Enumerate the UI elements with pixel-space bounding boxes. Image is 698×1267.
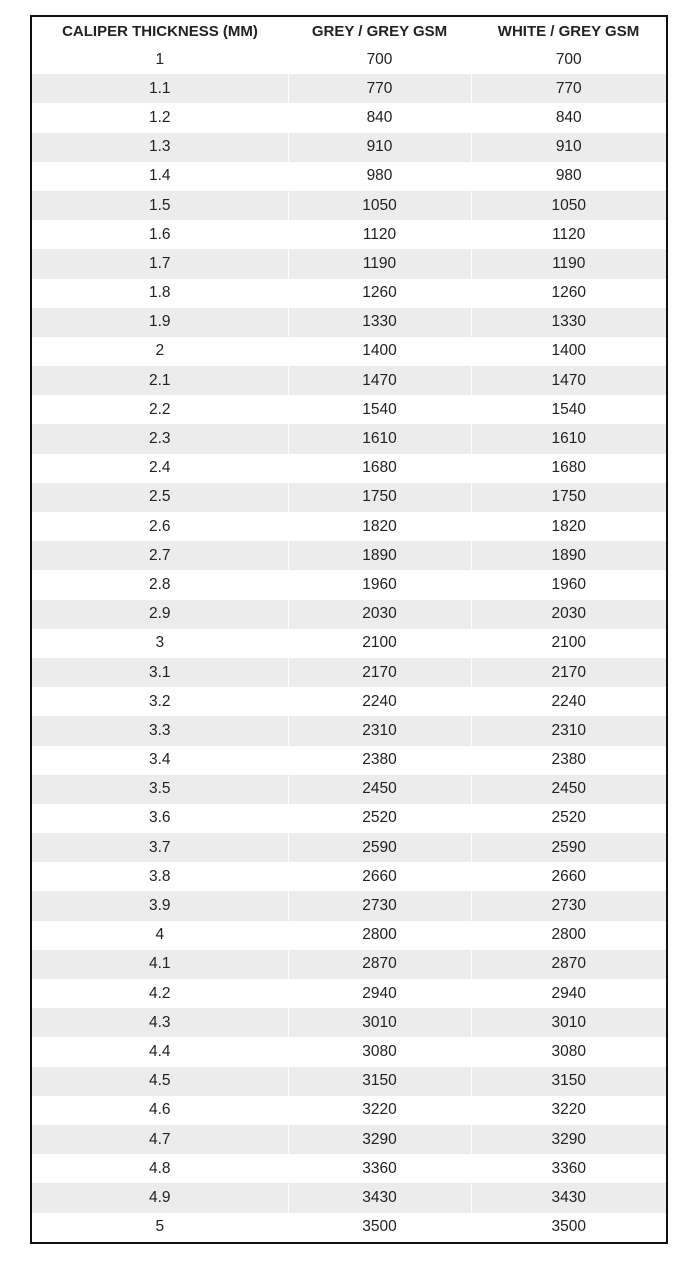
grey-grey-gsm-cell: 1960	[288, 570, 471, 599]
grey-grey-gsm-cell: 3430	[288, 1183, 471, 1212]
table-row	[32, 950, 666, 979]
caliper-thickness-cell: 1.8	[32, 279, 288, 308]
header-caliper-thickness: CALIPER THICKNESS (MM)	[32, 17, 288, 45]
caliper-thickness-cell: 3.9	[32, 891, 288, 920]
white-grey-gsm-cell: 1260	[471, 279, 666, 308]
grey-grey-gsm-cell: 700	[288, 45, 471, 74]
grey-grey-gsm-cell: 1470	[288, 366, 471, 395]
grey-grey-gsm-cell: 2100	[288, 629, 471, 658]
white-grey-gsm-cell: 1540	[471, 395, 666, 424]
table-row	[32, 921, 666, 950]
caliper-thickness-cell: 1.6	[32, 220, 288, 249]
grey-grey-gsm-cell: 2800	[288, 921, 471, 950]
table-row	[32, 862, 666, 891]
table-body	[32, 45, 666, 1242]
grey-grey-gsm-cell: 3360	[288, 1154, 471, 1183]
white-grey-gsm-cell: 2170	[471, 658, 666, 687]
white-grey-gsm-cell: 3010	[471, 1008, 666, 1037]
caliper-thickness-cell: 3.7	[32, 833, 288, 862]
grey-grey-gsm-cell: 1050	[288, 191, 471, 220]
table-row	[32, 133, 666, 162]
grey-grey-gsm-cell: 3010	[288, 1008, 471, 1037]
table-row	[32, 775, 666, 804]
white-grey-gsm-cell: 3290	[471, 1125, 666, 1154]
white-grey-gsm-cell: 770	[471, 74, 666, 103]
caliper-thickness-cell: 3.5	[32, 775, 288, 804]
caliper-thickness-cell: 4	[32, 921, 288, 950]
caliper-thickness-cell: 3.8	[32, 862, 288, 891]
grey-grey-gsm-cell: 1540	[288, 395, 471, 424]
grey-grey-gsm-cell: 3150	[288, 1067, 471, 1096]
grey-grey-gsm-cell: 1400	[288, 337, 471, 366]
table-row	[32, 279, 666, 308]
grey-grey-gsm-cell: 1330	[288, 308, 471, 337]
white-grey-gsm-cell: 3220	[471, 1096, 666, 1125]
table-row	[32, 1008, 666, 1037]
table-row	[32, 541, 666, 570]
white-grey-gsm-cell: 2100	[471, 629, 666, 658]
table-row	[32, 483, 666, 512]
table-row	[32, 103, 666, 132]
white-grey-gsm-cell: 2310	[471, 716, 666, 745]
white-grey-gsm-cell: 1610	[471, 424, 666, 453]
grey-grey-gsm-cell: 1680	[288, 454, 471, 483]
white-grey-gsm-cell: 1120	[471, 220, 666, 249]
table-row	[32, 1096, 666, 1125]
white-grey-gsm-cell: 2940	[471, 979, 666, 1008]
white-grey-gsm-cell: 1330	[471, 308, 666, 337]
caliper-thickness-cell: 3.6	[32, 804, 288, 833]
white-grey-gsm-cell: 2030	[471, 600, 666, 629]
caliper-thickness-cell: 4.5	[32, 1067, 288, 1096]
caliper-thickness-cell: 2.3	[32, 424, 288, 453]
table-row	[32, 366, 666, 395]
caliper-thickness-cell: 5	[32, 1213, 288, 1242]
white-grey-gsm-cell: 980	[471, 162, 666, 191]
caliper-thickness-cell: 1.9	[32, 308, 288, 337]
white-grey-gsm-cell: 1050	[471, 191, 666, 220]
white-grey-gsm-cell: 3150	[471, 1067, 666, 1096]
table-row	[32, 454, 666, 483]
white-grey-gsm-cell: 1680	[471, 454, 666, 483]
grey-grey-gsm-cell: 2240	[288, 687, 471, 716]
caliper-thickness-cell: 1.1	[32, 74, 288, 103]
grey-grey-gsm-cell: 2450	[288, 775, 471, 804]
grey-grey-gsm-cell: 2520	[288, 804, 471, 833]
table-row	[32, 570, 666, 599]
table-row	[32, 249, 666, 278]
white-grey-gsm-cell: 2870	[471, 950, 666, 979]
caliper-thickness-cell: 2.5	[32, 483, 288, 512]
white-grey-gsm-cell: 2240	[471, 687, 666, 716]
table-row	[32, 716, 666, 745]
white-grey-gsm-cell: 2800	[471, 921, 666, 950]
grey-grey-gsm-cell: 1120	[288, 220, 471, 249]
table-row	[32, 746, 666, 775]
table-row	[32, 424, 666, 453]
table-row	[32, 629, 666, 658]
table-row	[32, 1067, 666, 1096]
white-grey-gsm-cell: 3360	[471, 1154, 666, 1183]
caliper-thickness-cell: 4.3	[32, 1008, 288, 1037]
grey-grey-gsm-cell: 3220	[288, 1096, 471, 1125]
caliper-thickness-cell: 1.3	[32, 133, 288, 162]
white-grey-gsm-cell: 2660	[471, 862, 666, 891]
grey-grey-gsm-cell: 2730	[288, 891, 471, 920]
table-row	[32, 395, 666, 424]
grey-grey-gsm-cell: 2590	[288, 833, 471, 862]
grey-grey-gsm-cell: 1820	[288, 512, 471, 541]
white-grey-gsm-cell: 2380	[471, 746, 666, 775]
grey-grey-gsm-cell: 2870	[288, 950, 471, 979]
white-grey-gsm-cell: 3430	[471, 1183, 666, 1212]
table-row	[32, 512, 666, 541]
table-row	[32, 337, 666, 366]
table-row	[32, 308, 666, 337]
header-row	[32, 17, 666, 45]
table-row	[32, 45, 666, 74]
table-row	[32, 804, 666, 833]
caliper-thickness-cell: 1.4	[32, 162, 288, 191]
white-grey-gsm-cell: 2450	[471, 775, 666, 804]
white-grey-gsm-cell: 2590	[471, 833, 666, 862]
caliper-thickness-cell: 1.2	[32, 103, 288, 132]
caliper-thickness-cell: 3	[32, 629, 288, 658]
caliper-thickness-cell: 2.7	[32, 541, 288, 570]
caliper-thickness-cell: 4.4	[32, 1037, 288, 1066]
caliper-thickness-cell: 2.2	[32, 395, 288, 424]
table-row	[32, 658, 666, 687]
caliper-thickness-cell: 3.4	[32, 746, 288, 775]
table-row	[32, 1154, 666, 1183]
grey-grey-gsm-cell: 2940	[288, 979, 471, 1008]
grey-grey-gsm-cell: 2660	[288, 862, 471, 891]
caliper-thickness-cell: 4.1	[32, 950, 288, 979]
caliper-thickness-cell: 2.6	[32, 512, 288, 541]
white-grey-gsm-cell: 840	[471, 103, 666, 132]
white-grey-gsm-cell: 3500	[471, 1213, 666, 1242]
caliper-thickness-cell: 4.2	[32, 979, 288, 1008]
caliper-thickness-cell: 3.1	[32, 658, 288, 687]
header-white-grey-gsm: WHITE / GREY GSM	[471, 17, 666, 45]
caliper-thickness-cell: 4.7	[32, 1125, 288, 1154]
grey-grey-gsm-cell: 1890	[288, 541, 471, 570]
table-row	[32, 1213, 666, 1242]
table-row	[32, 1183, 666, 1212]
grey-grey-gsm-cell: 2310	[288, 716, 471, 745]
white-grey-gsm-cell: 910	[471, 133, 666, 162]
grey-grey-gsm-cell: 3080	[288, 1037, 471, 1066]
table-row	[32, 833, 666, 862]
caliper-thickness-cell: 4.6	[32, 1096, 288, 1125]
white-grey-gsm-cell: 700	[471, 45, 666, 74]
grey-grey-gsm-cell: 1260	[288, 279, 471, 308]
grey-grey-gsm-cell: 3290	[288, 1125, 471, 1154]
table-row	[32, 74, 666, 103]
table-row	[32, 1125, 666, 1154]
table-row	[32, 1037, 666, 1066]
caliper-thickness-cell: 2.4	[32, 454, 288, 483]
caliper-thickness-cell: 4.8	[32, 1154, 288, 1183]
header-grey-grey-gsm: GREY / GREY GSM	[288, 17, 471, 45]
white-grey-gsm-cell: 1750	[471, 483, 666, 512]
grey-grey-gsm-cell: 980	[288, 162, 471, 191]
caliper-thickness-cell: 2.9	[32, 600, 288, 629]
caliper-thickness-cell: 4.9	[32, 1183, 288, 1212]
white-grey-gsm-cell: 1470	[471, 366, 666, 395]
gsm-table-container	[30, 15, 668, 1244]
table-header	[32, 17, 666, 45]
grey-grey-gsm-cell: 910	[288, 133, 471, 162]
white-grey-gsm-cell: 1890	[471, 541, 666, 570]
white-grey-gsm-cell: 1960	[471, 570, 666, 599]
caliper-thickness-cell: 2.1	[32, 366, 288, 395]
white-grey-gsm-cell: 3080	[471, 1037, 666, 1066]
table-row	[32, 687, 666, 716]
table-row	[32, 220, 666, 249]
grey-grey-gsm-cell: 3500	[288, 1213, 471, 1242]
caliper-thickness-cell: 2	[32, 337, 288, 366]
white-grey-gsm-cell: 1190	[471, 249, 666, 278]
caliper-thickness-cell: 3.3	[32, 716, 288, 745]
white-grey-gsm-cell: 2730	[471, 891, 666, 920]
grey-grey-gsm-cell: 840	[288, 103, 471, 132]
grey-grey-gsm-cell: 2170	[288, 658, 471, 687]
grey-grey-gsm-cell: 770	[288, 74, 471, 103]
grey-grey-gsm-cell: 1610	[288, 424, 471, 453]
white-grey-gsm-cell: 1400	[471, 337, 666, 366]
table-row	[32, 979, 666, 1008]
table-row	[32, 891, 666, 920]
caliper-thickness-cell: 1.7	[32, 249, 288, 278]
white-grey-gsm-cell: 1820	[471, 512, 666, 541]
table-row	[32, 162, 666, 191]
grey-grey-gsm-cell: 1750	[288, 483, 471, 512]
caliper-thickness-cell: 1.5	[32, 191, 288, 220]
table-row	[32, 600, 666, 629]
caliper-thickness-cell: 3.2	[32, 687, 288, 716]
grey-grey-gsm-cell: 2030	[288, 600, 471, 629]
table-row	[32, 191, 666, 220]
caliper-gsm-table	[32, 17, 666, 1242]
grey-grey-gsm-cell: 1190	[288, 249, 471, 278]
white-grey-gsm-cell: 2520	[471, 804, 666, 833]
caliper-thickness-cell: 1	[32, 45, 288, 74]
caliper-thickness-cell: 2.8	[32, 570, 288, 599]
grey-grey-gsm-cell: 2380	[288, 746, 471, 775]
